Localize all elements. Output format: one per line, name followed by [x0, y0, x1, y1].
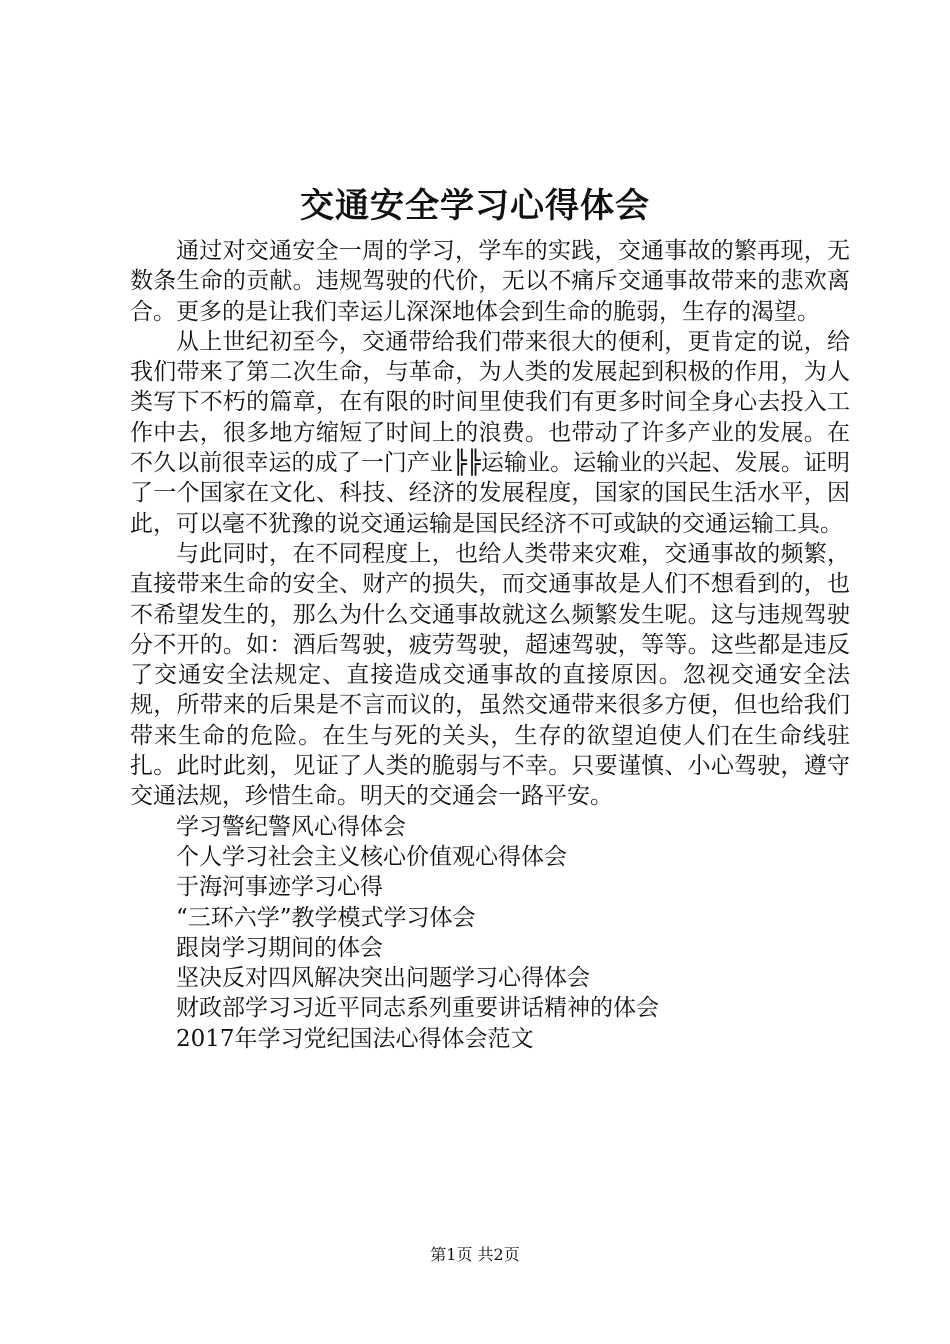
related-articles-list	[130, 812, 850, 1054]
document-body	[130, 236, 850, 1054]
related-article-link[interactable]: 学习警纪警风心得体会	[176, 813, 406, 840]
paragraph: 通过对交通安全一周的学习，学车的实践，交通事故的繁再现，无数条生命的贡献。违规驾驶的代价，无以不痛斥交通事故带来的悲欢离合。更多的是让我们幸运儿深深地体会到生命的脆弱，生存的渴望。	[130, 238, 850, 325]
related-article-link[interactable]: 坚决反对四风解决突出问题学习心得体会	[176, 965, 590, 992]
related-article-link[interactable]: 于海河事迹学习心得	[176, 874, 383, 901]
related-article-link[interactable]: 2017年学习党纪国法心得体会范文	[176, 1025, 534, 1052]
page-indicator: 第1页 共2页	[430, 1245, 520, 1264]
paragraph: 与此同时，在不同程度上，也给人类带来灾难，交通事故的频繁，直接带来生命的安全、财产的损失，而交通事故是人们不想看到的，也不希望发生的，那么为什么交通事故就这么频繁发生呢。这与违规驾驶分不开的。如：酒后驾驶，疲劳驾驶，超速驾驶，等等。这些都是违反了交通安全法规定、直接造成交通事故的直接原因。忽视交通安全法规，所带来的后果是不言而议的，虽然交通带来很多方便，但也给我们带来生命的危险。在生与死的关头，生存的欲望迫使人们在生命线驻扎。此时此刻，见证了人类的脆弱与不幸。只要谨慎、小心驾驶，遵守交通法规，珍惜生命。明天的交通会一路平安。	[130, 540, 850, 810]
related-article-link[interactable]: “三环六学”教学模式学习体会	[176, 904, 476, 931]
related-article-link[interactable]: 跟岗学习期间的体会	[176, 934, 383, 961]
related-article-link[interactable]: 财政部学习习近平同志系列重要讲话精神的体会	[176, 995, 659, 1022]
document-title: 交通安全学习心得体会	[300, 186, 650, 226]
paragraph: 从上世纪初至今，交通带给我们带来很大的便利，更肯定的说，给我们带来了第二次生命，与革命，为人类的发展起到积极的作用，为人类写下不朽的篇章，在有限的时间里使我们有更多时间全身心去投入工作中去，很多地方缩短了时间上的浪费。也带动了许多产业的发展。在不久以前很幸运的成了一门产业╠╠运输业。运输业的兴起、发展。证明了一个国家在文化、科技、经济的发展程度，国家的国民生活水平，因此，可以毫不犹豫的说交通运输是国民经济不可或缺的交通运输工具。	[130, 328, 850, 537]
related-article-link[interactable]: 个人学习社会主义核心价值观心得体会	[176, 843, 567, 870]
